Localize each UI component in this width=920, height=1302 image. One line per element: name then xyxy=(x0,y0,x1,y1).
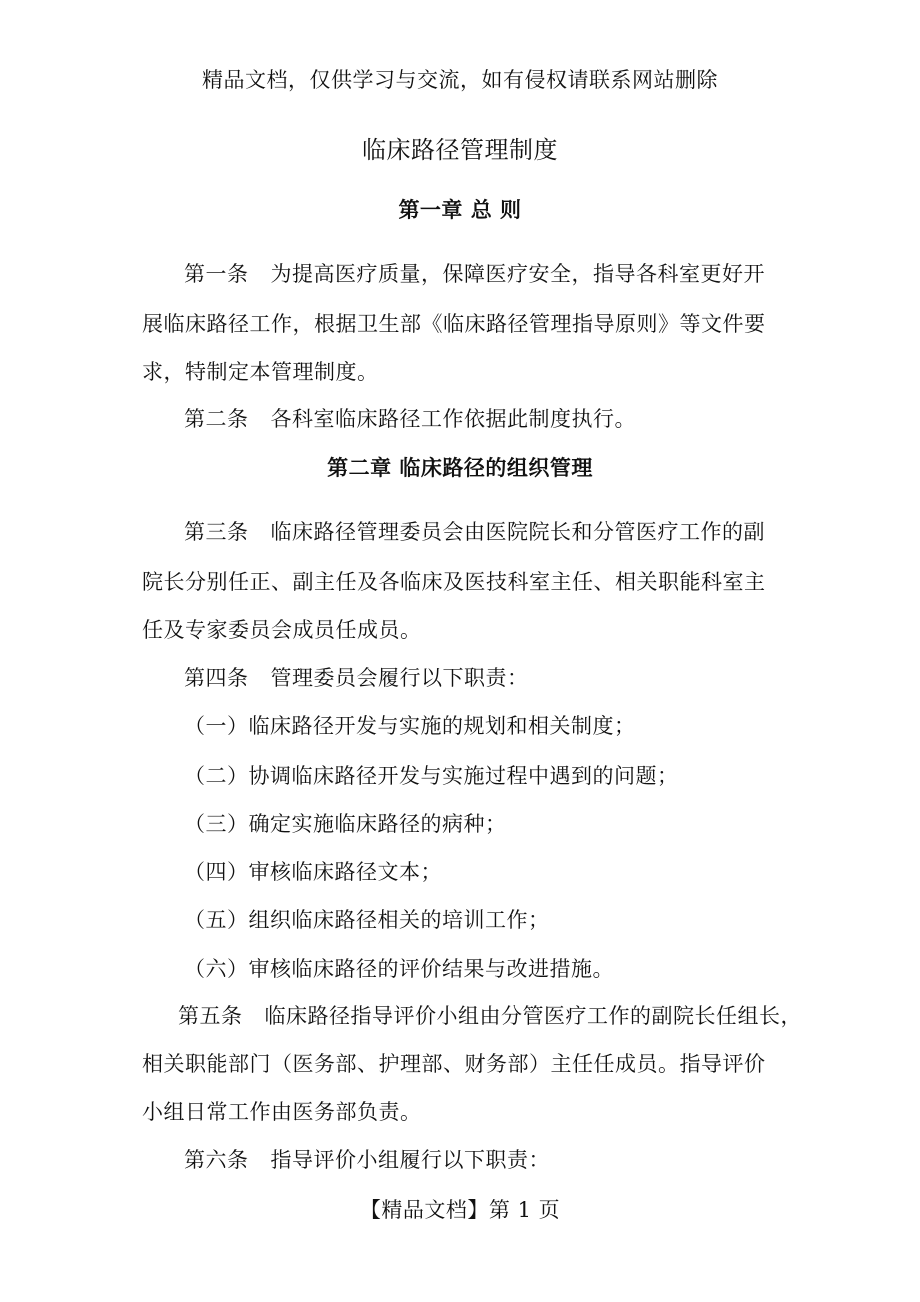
document-title: 临床路径管理制度 xyxy=(362,136,558,164)
article-4-text: 管理委员会履行以下职责： xyxy=(270,666,529,690)
article-4-item: （四）审核临床路径文本； xyxy=(184,860,442,884)
article-1-first-line xyxy=(184,260,765,288)
article-2-text: 各科室临床路径工作依据此制度执行。 xyxy=(270,407,636,431)
article-6-line xyxy=(184,1146,550,1174)
chapter-2-heading: 第二章 临床路径的组织管理 xyxy=(327,456,593,480)
article-1-text: 为提高医疗质量，保障医疗安全，指导各科室更好开 xyxy=(270,262,765,286)
article-3-line-3: 任及专家委员会成员任成员。 xyxy=(142,618,422,642)
article-2-label: 第二条 xyxy=(184,407,249,431)
article-4-item: （六）审核临床路径的评价结果与改进措施。 xyxy=(184,957,614,981)
article-3-first-line xyxy=(184,518,765,546)
article-4-item: （二）协调临床路径开发与实施过程中遇到的问题； xyxy=(184,764,679,788)
article-1-label: 第一条 xyxy=(184,262,249,286)
article-4-first-line xyxy=(184,664,529,692)
article-1-line-3: 求，特制定本管理制度。 xyxy=(142,360,379,384)
article-3-text: 临床路径管理委员会由医院院长和分管医疗工作的副 xyxy=(270,520,765,544)
page-header: 精品文档，仅供学习与交流，如有侵权请联系网站删除 xyxy=(202,68,718,92)
article-3-line-2: 院长分别任正、副主任及各临床及医技科室主任、相关职能科室主 xyxy=(142,570,766,594)
page-footer: 【精品文档】第 1 页 xyxy=(359,1198,561,1222)
article-6-label: 第六条 xyxy=(184,1148,249,1172)
article-3-label: 第三条 xyxy=(184,520,249,544)
chapter-1-heading: 第一章 总 则 xyxy=(398,198,522,222)
article-5-first-line xyxy=(178,1002,802,1030)
article-5-label: 第五条 xyxy=(178,1004,243,1028)
article-5-text: 临床路径指导评价小组由分管医疗工作的副院长任组长， xyxy=(264,1004,802,1028)
article-4-item: （五）组织临床路径相关的培训工作； xyxy=(184,908,550,932)
article-5-line-3: 小组日常工作由医务部负责。 xyxy=(142,1100,422,1124)
article-2-line xyxy=(184,405,636,433)
article-4-item: （三）确定实施临床路径的病种； xyxy=(184,812,507,836)
article-5-line-2: 相关职能部门（医务部、护理部、财务部）主任任成员。指导评价 xyxy=(142,1052,766,1076)
article-1-line-2: 展临床路径工作，根据卫生部《临床路径管理指导原则》等文件要 xyxy=(142,312,766,336)
article-4-label: 第四条 xyxy=(184,666,249,690)
article-4-item: （一）临床路径开发与实施的规划和相关制度； xyxy=(184,714,636,738)
article-6-text: 指导评价小组履行以下职责： xyxy=(270,1148,550,1172)
